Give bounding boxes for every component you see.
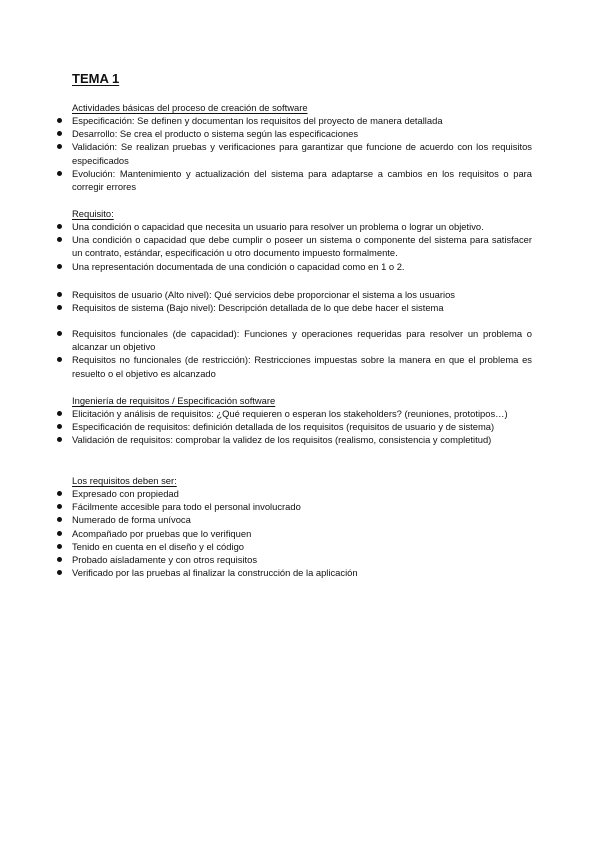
bullet-icon — [57, 171, 62, 176]
list-requisito — [56, 220, 532, 273]
list-item: Evolución: Mantenimiento y actualización del sistema para adaptarse a cambios en los requisitos o para corregir errores — [56, 167, 532, 193]
bullet-icon — [57, 504, 62, 509]
list-item: Tenido en cuenta en el diseño y el código — [56, 540, 532, 553]
bullet-icon — [57, 237, 62, 242]
list-actividades — [56, 114, 532, 193]
bullet-icon — [57, 357, 62, 362]
list-item: Acompañado por pruebas que lo verifiquen — [56, 527, 532, 540]
list-tipos — [56, 327, 532, 380]
list-deben-ser — [56, 487, 532, 579]
list-niveles — [56, 288, 532, 314]
list-item: Una representación documentada de una condición o capacidad como en 1 o 2. — [56, 260, 532, 273]
list-item: Expresado con propiedad — [56, 487, 532, 500]
bullet-icon — [57, 331, 62, 336]
bullet-icon — [57, 144, 62, 149]
bullet-icon — [57, 118, 62, 123]
list-item: Verificado por las pruebas al finalizar la construcción de la aplicación — [56, 566, 532, 579]
bullet-icon — [57, 424, 62, 429]
bullet-icon — [57, 224, 62, 229]
bullet-icon — [57, 264, 62, 269]
list-ingenieria — [56, 407, 532, 447]
list-item: Probado aisladamente y con otros requisitos — [56, 553, 532, 566]
bullet-icon — [57, 411, 62, 416]
bullet-icon — [57, 531, 62, 536]
bullet-icon — [57, 557, 62, 562]
list-item: Desarrollo: Se crea el producto o sistema según las especificaciones — [56, 127, 532, 140]
section-heading-deben-ser: Los requisitos deben ser: — [72, 475, 177, 486]
list-item: Requisitos no funcionales (de restricción): Restricciones impuestas sobre la manera en que el problema es resuelto o el objetivo es alcanzado — [56, 353, 532, 379]
list-item: Especificación de requisitos: definición detallada de los requisitos (requisitos de usuario y de sistema) — [56, 420, 532, 433]
list-item: Una condición o capacidad que debe cumplir o poseer un sistema o componente del sistema para satisfacer un contrato, estándar, especificación u otro documento impuesto formalmente. — [56, 233, 532, 259]
list-item: Validación: Se realizan pruebas y verificaciones para garantizar que funcione de acuerdo con los requisitos especificados — [56, 140, 532, 166]
list-item: Numerado de forma unívoca — [56, 513, 532, 526]
bullet-icon — [57, 517, 62, 522]
bullet-icon — [57, 491, 62, 496]
list-item: Especificación: Se definen y documentan los requisitos del proyecto de manera detallada — [56, 114, 532, 127]
list-item: Elicitación y análisis de requisitos: ¿Qué requieren o esperan los stakeholders? (reuniones, prototipos…) — [56, 407, 532, 420]
list-item: Validación de requisitos: comprobar la validez de los requisitos (realismo, consistencia y completitud) — [56, 433, 532, 446]
page-title: TEMA 1 — [72, 71, 120, 86]
bullet-icon — [57, 131, 62, 136]
bullet-icon — [57, 292, 62, 297]
section-heading-ingenieria: Ingeniería de requisitos / Especificación software — [72, 395, 276, 406]
list-item: Requisitos funcionales (de capacidad): Funciones y operaciones requeridas para resolver un problema o alcanzar un objetivo — [56, 327, 532, 353]
bullet-icon — [57, 570, 62, 575]
section-heading-actividades: Actividades básicas del proceso de creación de software — [72, 102, 308, 113]
bullet-icon — [57, 437, 62, 442]
list-item: Requisitos de sistema (Bajo nivel): Descripción detallada de lo que debe hacer el sistema — [56, 301, 532, 314]
section-heading-requisito: Requisito: — [72, 208, 114, 219]
bullet-icon — [57, 305, 62, 310]
list-item: Fácilmente accesible para todo el personal involucrado — [56, 500, 532, 513]
list-item: Requisitos de usuario (Alto nivel): Qué servicios debe proporcionar el sistema a los usuarios — [56, 288, 532, 301]
list-item: Una condición o capacidad que necesita un usuario para resolver un problema o lograr un objetivo. — [56, 220, 532, 233]
bullet-icon — [57, 544, 62, 549]
